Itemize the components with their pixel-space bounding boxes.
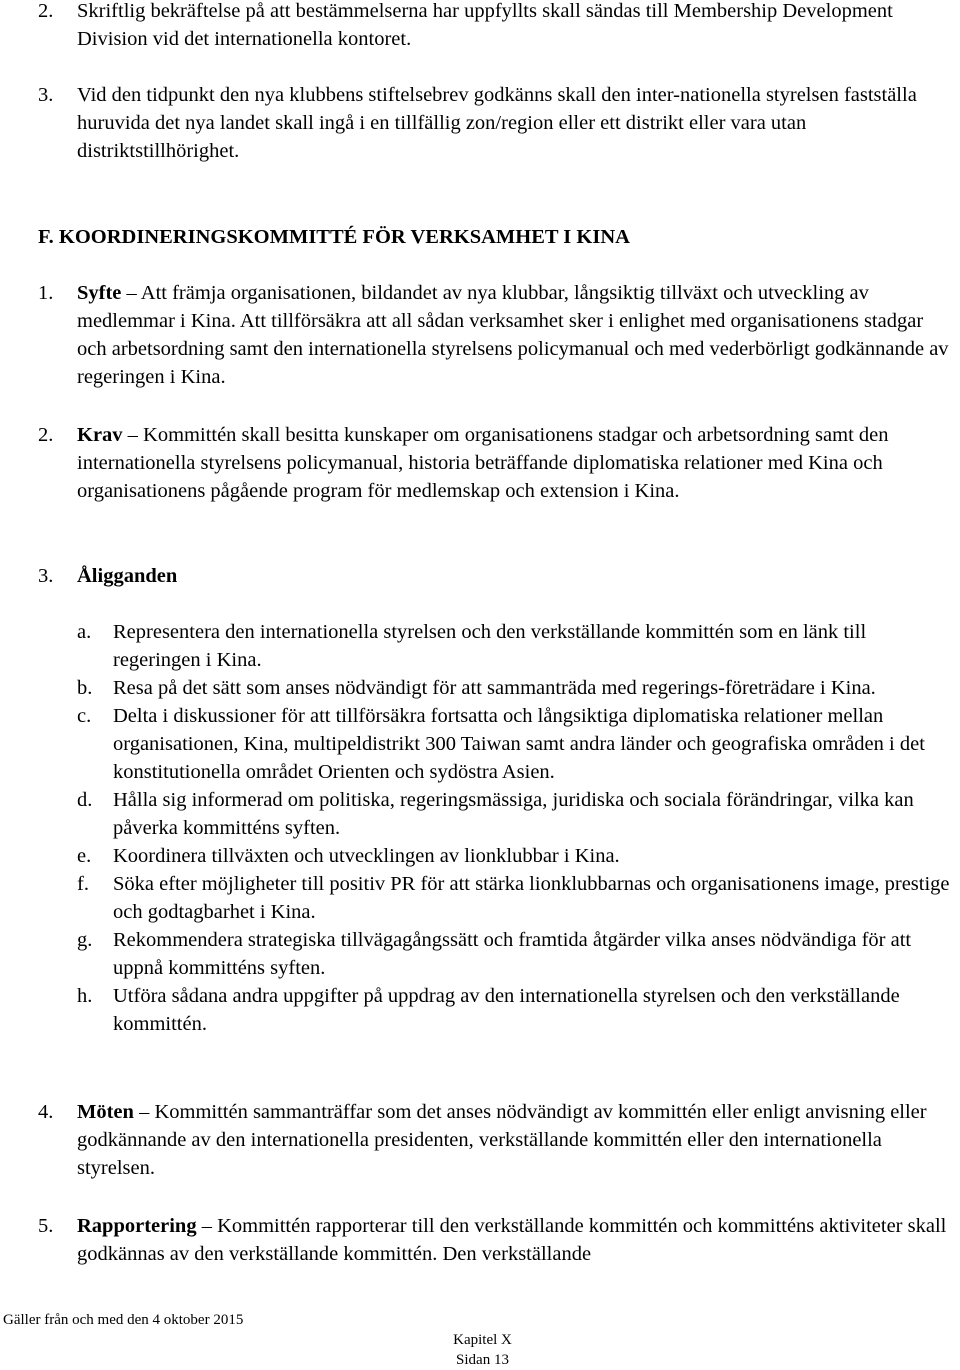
item-text: Kommittén sammanträffar som det anses nödvändigt av kommittén eller enligt anvisning eller godkännande av den internationella presidenten, verkställande kommittén eller den internationella styrelsen.: [77, 1101, 927, 1179]
subitem-letter: d.: [77, 789, 93, 811]
subitem-c: [77, 702, 956, 786]
list-number: 3.: [38, 565, 54, 587]
subitem-letter: g.: [77, 929, 93, 951]
subitem-a: [77, 618, 956, 674]
paragraph-text: Skriftlig bekräftelse på att bestämmelserna har uppfyllts skall sändas till Membership Development Division vid det internationella kontoret.: [77, 0, 893, 50]
footer-effective-date: Gäller från och med den 4 oktober 2015: [3, 1312, 244, 1328]
subitem-text: Koordinera tillväxten och utvecklingen av lionklubbar i Kina.: [113, 845, 620, 867]
item-rapportering: [38, 1212, 956, 1268]
list-number: 3.: [38, 84, 54, 106]
footer-page-number: Sidan 13: [456, 1352, 509, 1368]
subitem-f: [77, 870, 956, 926]
item-body: [77, 279, 956, 391]
label-separator: –: [121, 282, 141, 304]
item-label: Syfte: [77, 282, 122, 304]
subitem-text: Delta i diskussioner för att tillförsäkra fortsatta och långsiktiga diplomatiska relationer mellan organisationen, Kina, multipeldistrikt 300 Taiwan samt andra länder och geografiska områden i det konstitutionella området Orienten och sydöstra Asien.: [113, 705, 925, 783]
list-number: 4.: [38, 1101, 54, 1123]
item-label: Rapportering: [77, 1215, 197, 1237]
subitem-d: [77, 786, 956, 842]
item-body: [77, 1098, 956, 1182]
paragraph-text: Vid den tidpunkt den nya klubbens stiftelsebrev godkänns skall den inter-nationella styrelsen fastställa huruvida det nya landet skall ingå i en tillfällig zon/region eller ett distrikt eller vara utan distriktstillhörighet.: [77, 84, 917, 162]
section-heading: F. KOORDINERINGSKOMMITTÉ FÖR VERKSAMHET I KINA: [38, 226, 630, 248]
item-body: [77, 1212, 956, 1268]
subitem-text: Hålla sig informerad om politiska, regeringsmässiga, juridiska och sociala förändringar, vilka kan påverka kommitténs syften.: [113, 789, 914, 839]
list-number: 5.: [38, 1215, 54, 1237]
label-separator: –: [196, 1215, 218, 1237]
item-text: Att främja organisationen, bildandet av nya klubbar, långsiktig tillväxt och utveckling av medlemmar i Kina. Att tillförsäkra att all sådan verksamhet sker i enlighet med organisationens stadgar och arbetsordning samt den internationella styrelsens policymanual och med vederbörligt godkännande av regeringen i Kina.: [77, 282, 949, 388]
subitem-text: Utföra sådana andra uppgifter på uppdrag av den internationella styrelsen och den verkställande kommittén.: [113, 985, 900, 1035]
subitem-letter: e.: [77, 845, 92, 867]
subitem-text: Resa på det sätt som anses nödvändigt för att sammanträda med regerings-företrädare i Kina.: [113, 677, 876, 699]
item-krav: [38, 421, 956, 505]
footer-chapter: Kapitel X: [453, 1332, 512, 1348]
subitem-letter: c.: [77, 705, 92, 727]
item-label: Möten: [77, 1101, 134, 1123]
subitem-b: [77, 674, 956, 702]
subitem-letter: b.: [77, 677, 93, 699]
list-number: 1.: [38, 282, 54, 304]
item-syfte: [38, 279, 956, 391]
subitem-letter: a.: [77, 621, 92, 643]
label-separator: –: [133, 1101, 155, 1123]
prev-item-2: [38, 0, 956, 53]
label-separator: –: [122, 424, 144, 446]
item-body: [77, 562, 956, 590]
subitem-text: Rekommendera strategiska tillvägagångssätt och framtida åtgärder vilka anses nödvändiga för att uppnå kommitténs syften.: [113, 929, 912, 979]
footer-page-info: [0, 1330, 960, 1370]
subitem-text: Söka efter möjligheter till positiv PR för att stärka lionklubbarnas och organisationens image, prestige och godtagbarhet i Kina.: [113, 873, 950, 923]
item-body: [77, 421, 956, 505]
list-number: 2.: [38, 0, 54, 22]
subitem-g: [77, 926, 956, 982]
item-label: Krav: [77, 424, 123, 446]
subitem-letter: f.: [77, 873, 89, 895]
item-label: Åligganden: [77, 565, 178, 587]
subitem-h: [77, 982, 956, 1038]
item-moten: [38, 1098, 956, 1182]
item-text: Kommittén rapporterar till den verkställande kommittén och kommitténs aktiviteter skall godkännas av den verkställande kommittén. Den verkställande: [77, 1215, 947, 1265]
subitem-e: [77, 842, 956, 870]
item-aligganden: [38, 562, 956, 590]
aligganden-sublist: [77, 618, 956, 1038]
subitem-letter: h.: [77, 985, 93, 1007]
subitem-text: Representera den internationella styrelsen och den verkställande kommittén som en länk till regeringen i Kina.: [113, 621, 867, 671]
list-number: 2.: [38, 424, 54, 446]
prev-item-3: [38, 81, 956, 165]
item-text: Kommittén skall besitta kunskaper om organisationens stadgar och arbetsordning samt den internationella styrelsens policymanual, historia beträffande diplomatiska relationer med Kina och organisationens pågående program för medlemskap och extension i Kina.: [77, 424, 889, 502]
